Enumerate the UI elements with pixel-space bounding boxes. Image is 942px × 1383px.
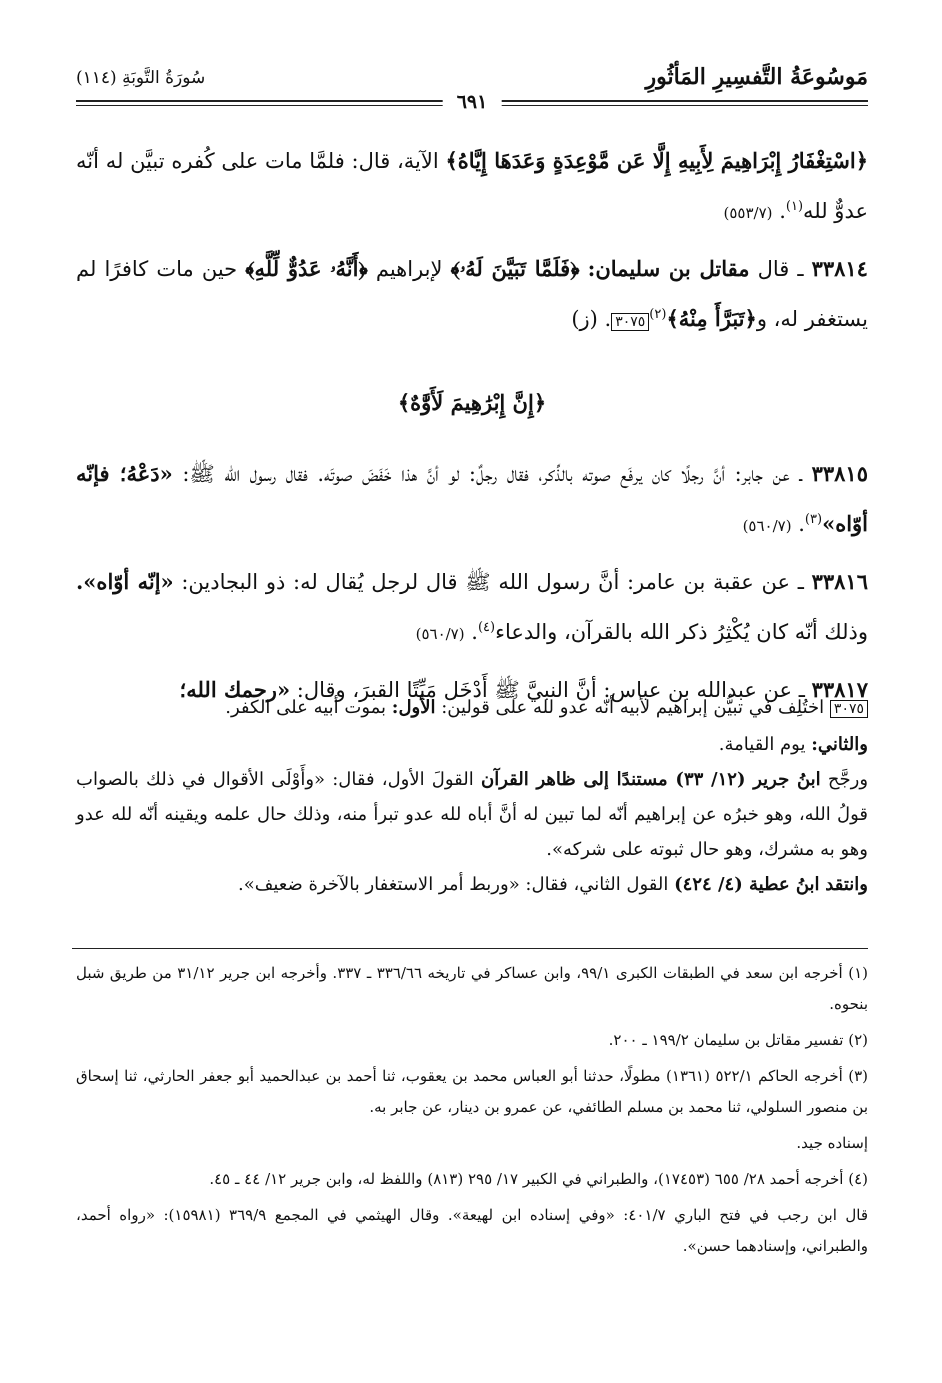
footnote-divider bbox=[72, 948, 868, 949]
paragraph-text: حين مات كافرًا لم يستغفر له، و bbox=[76, 257, 868, 331]
paragraph-continued: ﴿اسْتِغْفَارُ إِبْرَاهِيمَ لِأَبِيهِ إِلَّا عَن مَّوْعِدَةٍ وَعَدَهَا إِيَّاهُ﴾ الآية، قال: فلمَّا مات على كُفره تبيَّن له أنّه عدوٌّ لله$^{(١)}$. (٥٥٣/٧) bbox=[76, 148, 868, 223]
narration-33816: ٣٣٨١٦ ـ عن عقبة بن عامر: أنَّ رسول الله ﷺ قال لرجل يُقال له: ذو البجادين: «إنّه أوّاه». وذلك أنّه كان يُكْثِرُ ذكر الله بالقرآن، والدعاء$^{(٤)}$. (٥٦٠/٧) bbox=[76, 569, 868, 644]
quran-verse: ﴿اسْتِغْفَارُ إِبْرَاهِيمَ لِأَبِيهِ إِلَّا عَن مَّوْعِدَةٍ وَعَدَهَا إِيَّاهُ﴾ bbox=[445, 148, 868, 173]
narration-number: ٣٣٨١٦ bbox=[811, 569, 868, 594]
note-text: يوم القيامة. bbox=[718, 734, 806, 755]
note-line bbox=[76, 690, 868, 727]
narration-number: ٣٣٨١٥ bbox=[811, 461, 868, 486]
quran-verse: ﴿أَنَّهُۥ عَدُوٌّ لِّلَّهِ﴾ bbox=[245, 256, 368, 281]
page-number: ٦٩١ bbox=[443, 91, 502, 113]
footnote-marker: (١) bbox=[785, 199, 804, 214]
footnote: (١) أخرجه ابن سعد في الطبقات الكبرى ٩٩/١، وابن عساكر في تاريخه ٣٣٦/٦٦ ـ ٣٣٧. وأخرجه ابن جرير ٣١/١٢ من طريق شبل بنحوه. bbox=[76, 964, 868, 1013]
note-box-ref[interactable]: ٣٠٧٥ bbox=[611, 313, 649, 331]
volume-reference: (٥٦٠/٧) bbox=[742, 517, 792, 535]
surah-label: سُورَةُ التَّوبَةِ (١١٤) bbox=[76, 68, 206, 88]
hadith-quote: «دَعْهُ؛ فإنّه أوّاه» bbox=[76, 461, 868, 536]
quran-verse: ﴿تَبَرَّأَ مِنْهُ﴾ bbox=[666, 306, 757, 331]
paragraph-text: لإبراهيم bbox=[375, 257, 443, 281]
quran-verse: ﴿فَلَمَّا تَبَيَّنَ لَهُۥ﴾ bbox=[450, 256, 580, 281]
main-text bbox=[76, 138, 868, 723]
volume-reference: (٥٥٣/٧) bbox=[723, 204, 773, 222]
footnote-marker: (٤) bbox=[477, 620, 496, 635]
footnote: (٤) أخرجه أحمد ٢٨/ ٦٥٥ (١٧٤٥٣)، والطبراني في الكبير ١٧/ ٢٩٥ (٨١٣) واللفظ له، وابن جرير ١٢/ ٤٤ ـ ٤٥. bbox=[209, 1170, 868, 1188]
paragraph-text: ـ عن جابر: أنَّ رجلًا كان يرفَع صوته بالذِّكر، فقال رجلٌ: لو أنَّ هذا خَفَضَ صوتَه. فقال رسول الله ﷺ: bbox=[182, 462, 802, 486]
book-title: مَوسُوعَةُ التَّفسِيرِ المَأثُورِ bbox=[645, 64, 868, 90]
paragraph-text: الآية، قال: فلمَّا مات على كُفره تبيَّن له أنّه عدوٌّ لله bbox=[76, 149, 868, 223]
footnote-marker: (٣) bbox=[804, 512, 823, 527]
paragraph-text: وذلك أنّه كان يُكْثِرُ ذكر الله بالقرآن، والدعاء bbox=[495, 620, 868, 644]
paragraph-text: ـ عن عقبة بن عامر: أنَّ رسول الله ﷺ قال لرجل يُقال له: ذو البجادين: bbox=[181, 570, 804, 594]
paragraph-text: . (ز) bbox=[571, 307, 612, 331]
note-line bbox=[76, 867, 868, 902]
note-text: بموت أبيه على الكفر. bbox=[225, 697, 387, 718]
verse-heading: ﴿إِنَّ إِبْرَٰهِيمَ لَأَوَّٰهٌ﴾ bbox=[397, 390, 547, 415]
note-label: وانتقد bbox=[825, 874, 868, 895]
footnote: (٣) أخرجه الحاكم ٥٢٢/١ (١٣٦١) مطولًا، حدثنا أبو العباس محمد بن يعقوب، ثنا أحمد بن عبدالحميد أبو جعفر الحارثي، ثنا إسحاق بن منصور السلولي، ثنا محمد بن مسلم الطائفي، عن عمرو بن دينار، عن جابر به. bbox=[76, 1067, 869, 1116]
footnotes bbox=[76, 958, 868, 1267]
footnote: إسناده جيد. bbox=[796, 1134, 868, 1152]
narration-number: ٣٣٨١٤ bbox=[811, 256, 868, 281]
note-text: القولَ الأول، فقال: «وأَوْلَى الأقوال في ذلك بالصواب قولُ الله، وهو خبرُه عن إبراهيم أنّه لما تبين له أنَّ أباه لله عدو تبرأ منه، وذلك حال علمه ويقينه أنّه لله عدو وهو به مشرك، وهو حال ثبوته على شركه». bbox=[76, 769, 868, 860]
narration-33815: ٣٣٨١٥ ـ عن جابر: أنَّ رجلًا كان يرفَع صوته بالذِّكر، فقال رجلٌ: لو أنَّ هذا خَفَضَ صوتَه. فقال رسول الله ﷺ: «دَعْهُ؛ فإنّه أوّاه»$^{(٣)}$. (٥٦٠/٧) bbox=[76, 461, 868, 536]
note-label: والثاني: bbox=[811, 734, 868, 755]
narration-number: ٣٣٨١٧ bbox=[811, 677, 868, 702]
note-text: ورجَّح bbox=[827, 769, 869, 790]
hadith-quote: «رحمك الله؛ bbox=[179, 677, 291, 702]
commentary-note bbox=[76, 690, 868, 902]
footnote: قال ابن رجب في فتح الباري ٤٠١/٧: «وفي إسناده ابن لهيعة». وقال الهيثمي في المجمع ٣٦٩/٩ (١٥٩٨١): «رواه أحمد، والطبراني، وإسنادهما حسن». bbox=[76, 1206, 869, 1255]
narration-lead: ـ قال bbox=[757, 257, 804, 281]
scholar-reference: ابنُ جرير (١٢/ ٣٣) مستندًا إلى ظاهر القرآن bbox=[480, 769, 821, 790]
footnote: (٢) تفسير مقاتل بن سليمان ١٩٩/٢ ـ ٢٠٠. bbox=[608, 1031, 868, 1049]
note-line bbox=[76, 727, 868, 762]
hadith-quote: «إنّه أوّاه». bbox=[76, 569, 174, 594]
note-box-label: ٣٠٧٥ bbox=[830, 700, 868, 718]
note-text: القول الثاني، فقال: «وربط أمر الاستغفار بالآخرة ضعيف». bbox=[237, 874, 669, 895]
note-label: الأول: bbox=[391, 697, 436, 718]
footnote-marker: (٢) bbox=[649, 307, 667, 322]
paragraph-text: ـ عن عبدالله بن عباس: أنَّ النبيَّ ﷺ أَدْخَل مَيِّتًا القبرَ، وقال: bbox=[296, 678, 805, 702]
note-line bbox=[76, 762, 868, 867]
narrator-name: مقاتل بن سليمان: bbox=[587, 256, 750, 281]
scholar-reference: ابنُ عطية (٤/ ٤٢٤) bbox=[674, 874, 820, 895]
volume-reference: (٥٦٠/٧) bbox=[415, 625, 465, 643]
narration-33814 bbox=[76, 246, 868, 345]
running-header bbox=[76, 64, 868, 124]
note-text: اختُلِف في تبيُّن إبراهيم لأبيه أنّه عدو لله على قولين: bbox=[441, 697, 825, 718]
